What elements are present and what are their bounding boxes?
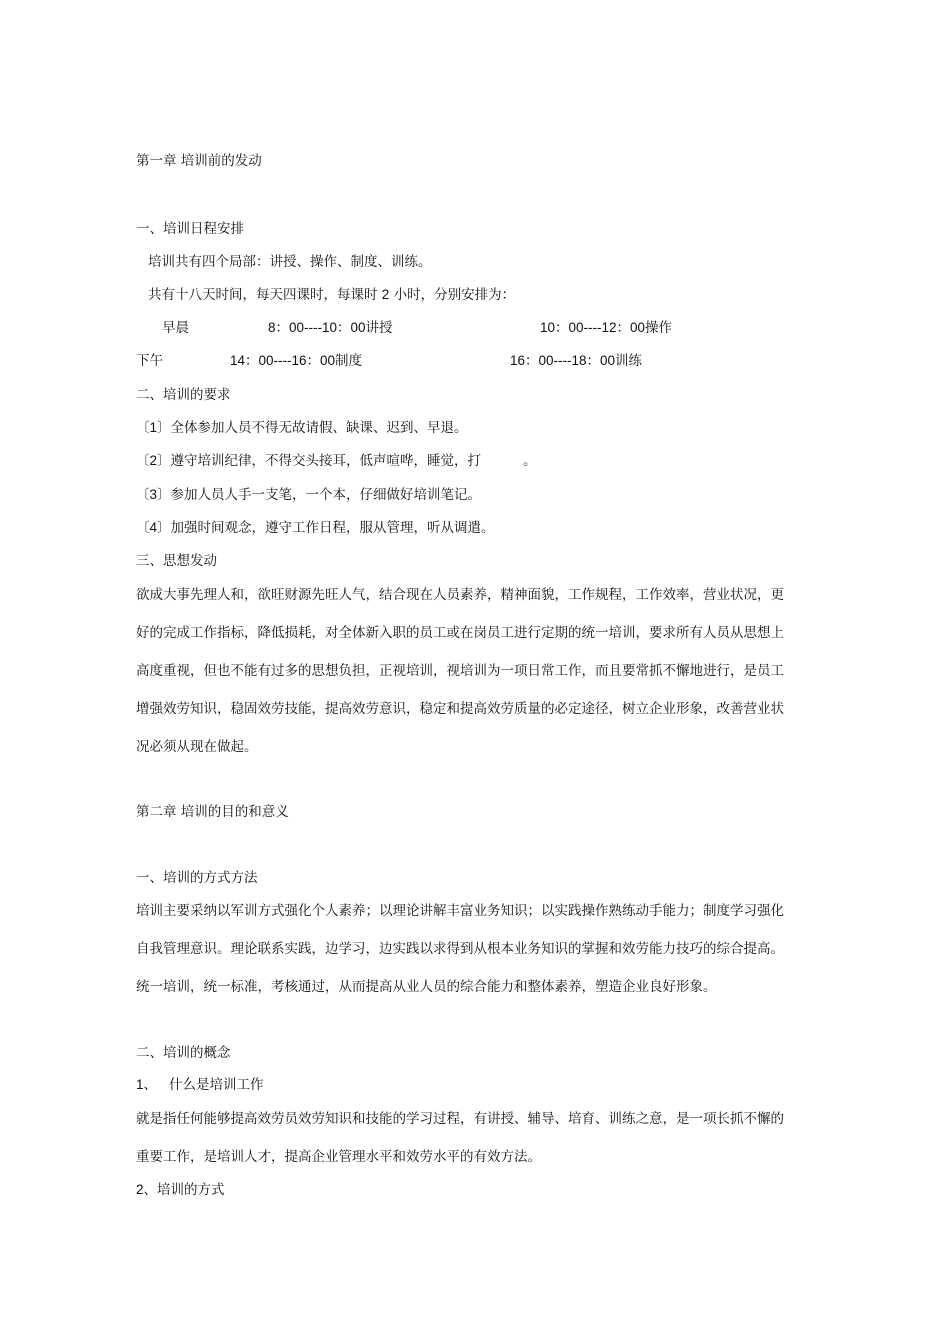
section-methods-heading: 一、培训的方式方法 xyxy=(136,870,258,886)
requirement-item-1: 〔1〕全体参加人员不得无故请假、缺课、迟到、早退。 xyxy=(136,420,468,436)
chapter-1-title: 第一章 培训前的发动 xyxy=(136,153,262,169)
afternoon-slot-2: 16：00----18：00训练 xyxy=(510,353,643,369)
mobilization-paragraph-line: 欲成大事先理人和，欲旺财源先旺人气，结合现在人员素养，精神面貌，工作规程，工作效率，营业状况，更 xyxy=(136,587,784,603)
concept-paragraph-line: 重要工作，是培训人才，提高企业管理水平和效劳水平的有效方法。 xyxy=(136,1149,541,1165)
afternoon-slot-1: 14：00----16：00制度 xyxy=(230,353,363,369)
concept-subheading-1: 1、 什么是培训工作 xyxy=(136,1077,264,1093)
mobilization-paragraph-line: 增强效劳知识，稳固效劳技能，提高效劳意识，稳定和提高效劳质量的必定途径，树立企业形象，改善营业状 xyxy=(136,701,784,717)
section-concept-heading: 二、培训的概念 xyxy=(136,1045,231,1061)
requirement-item-4: 〔4〕加强时间观念，遵守工作日程，服从管理，听从调遣。 xyxy=(136,520,495,536)
afternoon-label: 下午 xyxy=(136,353,163,369)
methods-paragraph-line: 培训主要采纳以军训方式强化个人素养；以理论讲解丰富业务知识；以实践操作熟练动手能力；制度学习强化 xyxy=(136,903,784,919)
mobilization-paragraph-line: 高度重视，但也不能有过多的思想负担，正视培训，视培训为一项日常工作，而且要常抓不懈地进行，是员工 xyxy=(136,663,784,679)
morning-label: 早晨 xyxy=(162,320,189,336)
schedule-line-2: 共有十八天时间，每天四课时，每课时 2 小时，分别安排为： xyxy=(148,287,516,303)
requirement-item-3: 〔3〕参加人员人手一支笔，一个本，仔细做好培训笔记。 xyxy=(136,487,482,503)
section-schedule-heading: 一、培训日程安排 xyxy=(136,221,244,237)
concept-subheading-2: 2、培训的方式 xyxy=(136,1182,225,1198)
methods-paragraph-line: 统一培训，统一标准，考核通过，从而提高从业人员的综合能力和整体素养，塑造企业良好形象。 xyxy=(136,979,717,995)
concept-paragraph-line: 就是指任何能够提高效劳员效劳知识和技能的学习过程，有讲授、辅导、培育、训练之意，是一项长抓不懈的 xyxy=(136,1111,784,1127)
schedule-line-1: 培训共有四个局部：讲授、操作、制度、训练。 xyxy=(148,254,432,270)
mobilization-paragraph-line: 好的完成工作指标，降低损耗，对全体新入职的员工或在岗员工进行定期的统一培训，要求所有人员从思想上 xyxy=(136,625,784,641)
morning-slot-1: 8：00----10：00讲授 xyxy=(268,320,393,336)
morning-slot-2: 10：00----12：00操作 xyxy=(540,320,673,336)
methods-paragraph-line: 自我管理意识。理论联系实践，边学习，边实践以求得到从根本业务知识的掌握和效劳能力技巧的综合提高。 xyxy=(136,941,784,957)
requirement-item-2: 〔2〕遵守培训纪律，不得交头接耳，低声喧哗，睡觉，打 。 xyxy=(136,453,537,469)
chapter-2-title: 第二章 培训的目的和意义 xyxy=(136,804,289,820)
section-requirements-heading: 二、培训的要求 xyxy=(136,387,231,403)
mobilization-paragraph-line: 况必须从现在做起。 xyxy=(136,739,258,755)
section-mobilization-heading: 三、思想发动 xyxy=(136,553,217,569)
